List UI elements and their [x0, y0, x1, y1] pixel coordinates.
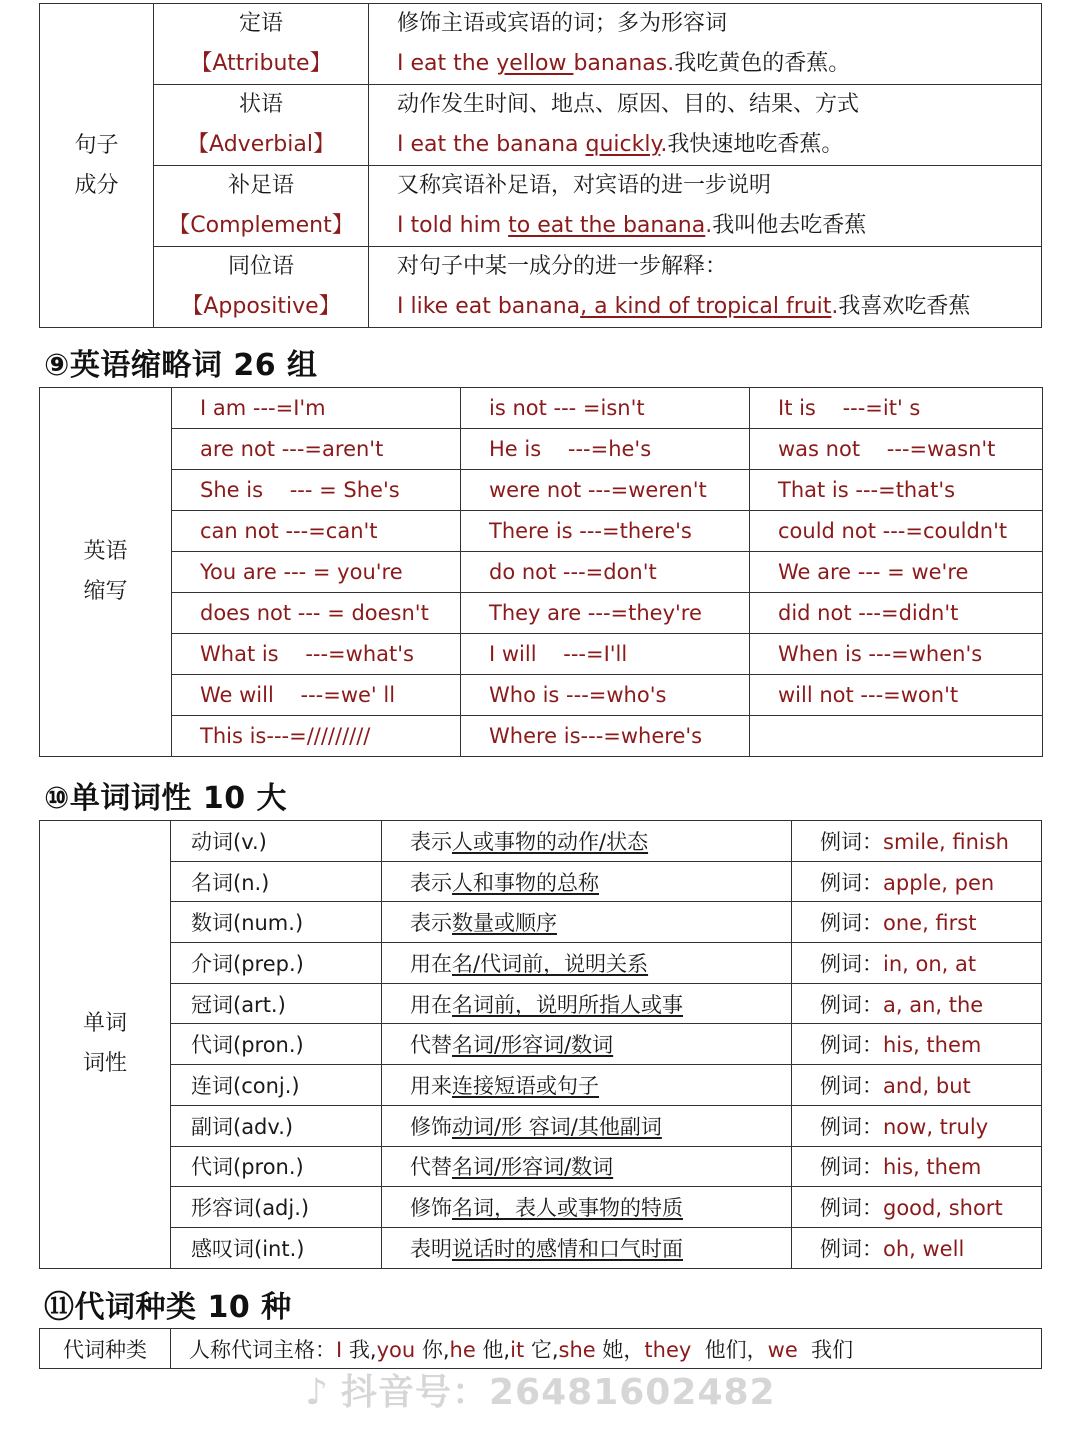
- category-label: 句子: [74, 132, 119, 158]
- component-row: [40, 166, 1042, 247]
- pos-example-cell: [792, 1227, 1042, 1268]
- pos-name-cell: 副词(adv.): [171, 1105, 382, 1146]
- example-pre: I like eat banana: [397, 294, 581, 319]
- pos-name-cell: 感叹词(int.): [171, 1227, 382, 1268]
- example-pre: I eat the: [397, 51, 497, 76]
- contraction-cell: You are --- = you're: [172, 552, 461, 593]
- term-cell: [154, 166, 369, 247]
- category-label: 英语: [83, 539, 128, 564]
- desc-cell: [369, 247, 1042, 328]
- pos-definition-cell: [382, 1105, 792, 1146]
- pos-definition-cell: [382, 1227, 792, 1268]
- example-words: his, them: [883, 1033, 982, 1058]
- pos-name-cell: 冠词(art.): [171, 983, 382, 1024]
- example-words: his, them: [883, 1155, 982, 1180]
- example-post: .: [660, 132, 668, 157]
- pos-row: [40, 1065, 1042, 1106]
- contraction-cell: It is ---=it' s: [750, 388, 1043, 429]
- component-row: [40, 85, 1042, 166]
- contraction-row: [40, 470, 1043, 511]
- sentence-components-table: [39, 3, 1042, 328]
- definition-highlight: 名词，表人或事物的特质: [452, 1196, 683, 1221]
- category-label: 词性: [82, 1051, 127, 1077]
- category-cell: [40, 388, 172, 757]
- example-sentence: [397, 125, 1041, 165]
- example-highlight: quickly: [585, 132, 661, 157]
- definition-pre: 修饰: [410, 1114, 452, 1139]
- example-post: .: [705, 213, 713, 238]
- term-en: 【Appositive】: [181, 294, 341, 319]
- contraction-cell: does not --- = doesn't: [172, 593, 461, 634]
- pos-name-cell: 形容词(adj.): [171, 1187, 382, 1228]
- pronoun-en: he: [449, 1337, 483, 1362]
- example-pre: I told him: [397, 213, 509, 238]
- pos-definition-cell: [382, 943, 792, 984]
- pronoun-zh: 你,: [421, 1337, 450, 1362]
- pos-row: [40, 821, 1042, 862]
- watermark: [305, 1364, 776, 1415]
- definition-pre: 表示: [410, 911, 452, 936]
- example-label: 例词：: [820, 1033, 883, 1058]
- contractions-table: [39, 387, 1043, 757]
- pos-name-cell: 代词(pron.): [171, 1024, 382, 1065]
- contraction-cell: This is---=/////////: [172, 716, 461, 757]
- contraction-cell: There is ---=there's: [461, 511, 750, 552]
- category-cell: [40, 4, 154, 328]
- term-zh: 同位语: [227, 254, 294, 279]
- pos-definition-cell: [382, 1146, 792, 1187]
- pos-name-cell: 数词(num.): [171, 902, 382, 943]
- example-words: in, on, at: [883, 951, 977, 976]
- example-sentence: [397, 44, 1041, 84]
- definition-text: 对句子中某一成分的进一步解释：: [397, 254, 728, 279]
- definition-highlight: 人或事物的动作/状态: [452, 829, 649, 854]
- pos-row: [40, 1227, 1042, 1268]
- contraction-cell: She is --- = She's: [172, 470, 461, 511]
- example-post: bananas.: [573, 51, 675, 76]
- contraction-cell: can not ---=can't: [172, 511, 461, 552]
- component-row: [40, 4, 1042, 85]
- pronoun-category-cell: 代词种类: [40, 1329, 171, 1369]
- definition-text: 动作发生时间、地点、原因、目的、结果、方式: [397, 92, 860, 117]
- desc-cell: [369, 4, 1042, 85]
- example-label: 例词：: [820, 829, 883, 854]
- pos-row: [40, 1146, 1042, 1187]
- pronoun-zh: 我,: [348, 1337, 377, 1362]
- definition-highlight: 名词/形容词/数词: [452, 1033, 614, 1058]
- example-label: 例词：: [820, 1114, 883, 1139]
- example-words: now, truly: [883, 1114, 989, 1139]
- section-11-heading: ⑪代词种类 10 种: [44, 1290, 292, 1325]
- term-cell: [154, 247, 369, 328]
- example-post: .: [831, 294, 839, 319]
- category-label: 成分: [74, 172, 119, 198]
- definition-pre: 表示: [410, 870, 452, 895]
- category-label: 单词: [82, 1011, 127, 1037]
- pos-example-cell: [792, 1146, 1042, 1187]
- definition-highlight: 名词/形容词/数词: [452, 1155, 614, 1180]
- contraction-cell: Who is ---=who's: [461, 675, 750, 716]
- pos-example-cell: [792, 1187, 1042, 1228]
- pos-name-cell: 连词(conj.): [171, 1065, 382, 1106]
- pos-row: [40, 943, 1042, 984]
- definition-text: 修饰主语或宾语的词；多为形容词: [397, 11, 728, 36]
- section-9-heading: ⑨英语缩略词 26 组: [44, 348, 318, 383]
- pronoun-en: I: [336, 1337, 349, 1362]
- watermark-text: 抖音号：26481602482: [341, 1372, 776, 1413]
- pronoun-zh: 他们，: [697, 1337, 768, 1362]
- term-cell: [154, 85, 369, 166]
- contraction-cell: were not ---=weren't: [461, 470, 750, 511]
- term-cell: [154, 4, 369, 85]
- contraction-cell: I will ---=I'll: [461, 634, 750, 675]
- example-translation: 我喜欢吃香蕉: [838, 294, 971, 319]
- contraction-cell: We will ---=we' ll: [172, 675, 461, 716]
- pos-definition-cell: [382, 902, 792, 943]
- desc-cell: [369, 166, 1042, 247]
- contraction-cell: What is ---=what's: [172, 634, 461, 675]
- example-words: good, short: [883, 1196, 1003, 1221]
- example-label: 例词：: [820, 1073, 883, 1098]
- term-en: 【Attribute】: [190, 51, 332, 76]
- pos-row: [40, 1105, 1042, 1146]
- contraction-row: [40, 552, 1043, 593]
- category-cell: [40, 821, 171, 1269]
- example-words: one, first: [883, 911, 977, 936]
- definition-highlight: 人和事物的总称: [452, 870, 599, 895]
- contraction-cell: When is ---=when's: [750, 634, 1043, 675]
- example-pre: I eat the banana: [397, 132, 586, 157]
- term-en: 【Complement】: [168, 213, 354, 238]
- example-words: oh, well: [883, 1236, 965, 1261]
- pronoun-zh: 他,: [482, 1337, 511, 1362]
- pronoun-zh: 她，: [602, 1337, 645, 1362]
- pos-example-cell: [792, 943, 1042, 984]
- term-en: 【Adverbial】: [187, 132, 335, 157]
- definition-highlight: 名词前，说明所指人或事: [452, 992, 683, 1017]
- category-label: 缩写: [83, 579, 128, 604]
- desc-cell: [369, 85, 1042, 166]
- contraction-cell: That is ---=that's: [750, 470, 1043, 511]
- term-zh: 定语: [238, 11, 283, 36]
- pos-example-cell: [792, 1065, 1042, 1106]
- contraction-row: [40, 429, 1043, 470]
- section-10-heading: ⑩单词词性 10 大: [44, 781, 288, 816]
- example-label: 例词：: [820, 1236, 883, 1261]
- term-zh: 补足语: [227, 173, 294, 198]
- pronoun-desc-cell: [171, 1329, 1042, 1369]
- pronoun-items: [336, 1338, 853, 1362]
- definition-highlight: 连接短语或句子: [452, 1073, 599, 1098]
- pos-name-cell: 名词(n.): [171, 861, 382, 902]
- definition-pre: 用在: [410, 951, 452, 976]
- example-highlight: , a kind of tropical fruit: [580, 294, 832, 319]
- example-sentence: [397, 206, 1041, 246]
- pos-row: [40, 983, 1042, 1024]
- pronoun-en: it: [510, 1337, 531, 1362]
- contraction-cell: will not ---=won't: [750, 675, 1043, 716]
- pos-example-cell: [792, 861, 1042, 902]
- pronoun-en: they: [644, 1337, 698, 1362]
- pos-row: [40, 861, 1042, 902]
- contraction-cell: I am ---=I'm: [172, 388, 461, 429]
- example-words: a, an, the: [883, 992, 984, 1017]
- example-translation: 我快速地吃香蕉。: [667, 132, 844, 157]
- contraction-cell: [750, 716, 1043, 757]
- pos-definition-cell: [382, 1187, 792, 1228]
- contraction-cell: did not ---=didn't: [750, 593, 1043, 634]
- pos-row: [40, 1024, 1042, 1065]
- definition-text: 又称宾语补足语，对宾语的进一步说明: [397, 173, 772, 198]
- pos-example-cell: [792, 902, 1042, 943]
- pronoun-en: we: [767, 1337, 805, 1362]
- contraction-cell: He is ---=he's: [461, 429, 750, 470]
- pos-definition-cell: [382, 1065, 792, 1106]
- pronoun-en: you: [376, 1337, 422, 1362]
- contraction-row: [40, 675, 1043, 716]
- example-translation: 我吃黄色的香蕉。: [674, 51, 851, 76]
- pos-example-cell: [792, 1105, 1042, 1146]
- pos-example-cell: [792, 1024, 1042, 1065]
- example-highlight: to eat the banana: [508, 213, 706, 238]
- pronoun-row: [40, 1329, 1042, 1369]
- pos-example-cell: [792, 821, 1042, 862]
- contraction-row: [40, 511, 1043, 552]
- douyin-logo-icon: ♪: [305, 1372, 329, 1413]
- pronoun-zh: 它,: [530, 1337, 559, 1362]
- example-translation: 我叫他去吃香蕉: [712, 213, 867, 238]
- pos-definition-cell: [382, 1024, 792, 1065]
- definition-pre: 代替: [410, 1033, 452, 1058]
- pos-name-cell: 动词(v.): [171, 821, 382, 862]
- pronoun-zh: 我们: [804, 1337, 854, 1362]
- contraction-row: [40, 634, 1043, 675]
- contraction-row: [40, 593, 1043, 634]
- definition-highlight: 名/代词前，说明关系: [452, 951, 649, 976]
- definition-highlight: 数量或顺序: [452, 911, 557, 936]
- contraction-cell: do not ---=don't: [461, 552, 750, 593]
- pronoun-types-table: [39, 1328, 1042, 1369]
- example-words: smile, finish: [883, 829, 1009, 854]
- example-words: and, but: [883, 1073, 971, 1098]
- definition-highlight: 动词/形 容词/其他副词: [452, 1114, 662, 1139]
- contraction-cell: could not ---=couldn't: [750, 511, 1043, 552]
- pos-name-cell: 代词(pron.): [171, 1146, 382, 1187]
- example-label: 例词：: [820, 951, 883, 976]
- example-label: 例词：: [820, 911, 883, 936]
- pos-definition-cell: [382, 821, 792, 862]
- definition-pre: 用在: [410, 992, 452, 1017]
- example-label: 例词：: [820, 1155, 883, 1180]
- pronoun-desc-label: 人称代词主格：: [189, 1337, 336, 1362]
- pos-row: [40, 1187, 1042, 1228]
- example-label: 例词：: [820, 1196, 883, 1221]
- example-label: 例词：: [820, 992, 883, 1017]
- contraction-cell: is not --- =isn't: [461, 388, 750, 429]
- contraction-cell: Where is---=where's: [461, 716, 750, 757]
- definition-pre: 用来: [410, 1073, 452, 1098]
- term-zh: 状语: [238, 92, 283, 117]
- pos-row: [40, 902, 1042, 943]
- contraction-cell: was not ---=wasn't: [750, 429, 1043, 470]
- component-row: [40, 247, 1042, 328]
- example-sentence: [397, 287, 1041, 327]
- example-words: apple, pen: [883, 870, 995, 895]
- contraction-row: [40, 388, 1043, 429]
- contraction-cell: We are --- = we're: [750, 552, 1043, 593]
- definition-pre: 修饰: [410, 1196, 452, 1221]
- definition-pre: 表示: [410, 829, 452, 854]
- example-label: 例词：: [820, 870, 883, 895]
- contraction-cell: are not ---=aren't: [172, 429, 461, 470]
- definition-pre: 表明: [410, 1236, 452, 1261]
- pos-example-cell: [792, 983, 1042, 1024]
- parts-of-speech-table: [39, 820, 1042, 1269]
- example-highlight: yellow: [496, 51, 574, 76]
- pos-definition-cell: [382, 983, 792, 1024]
- pronoun-en: she: [558, 1337, 603, 1362]
- contraction-row: [40, 716, 1043, 757]
- definition-pre: 代替: [410, 1155, 452, 1180]
- definition-highlight: 说话时的感情和口气时面: [452, 1236, 683, 1261]
- pos-name-cell: 介词(prep.): [171, 943, 382, 984]
- pos-definition-cell: [382, 861, 792, 902]
- contraction-cell: They are ---=they're: [461, 593, 750, 634]
